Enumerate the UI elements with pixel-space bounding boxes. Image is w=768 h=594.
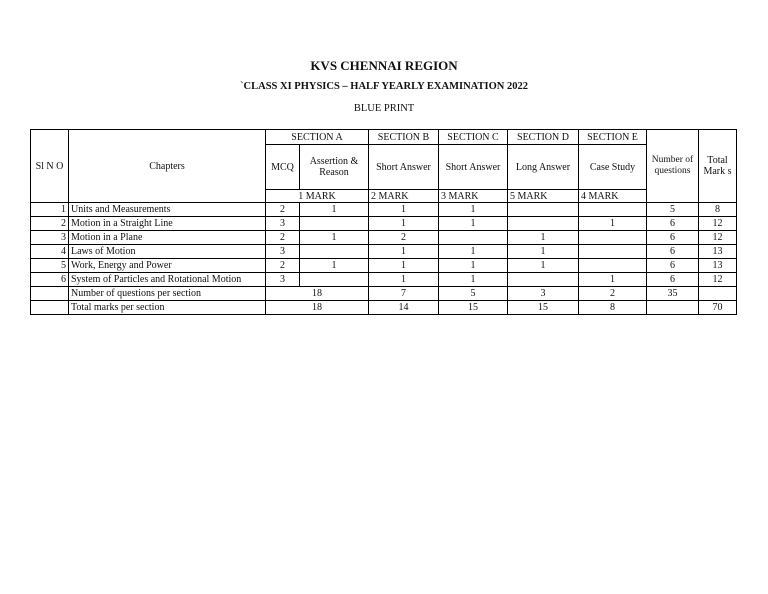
section-a-marks: 1 MARK xyxy=(266,190,369,203)
total-cell: 12 xyxy=(699,217,737,231)
empty-cell xyxy=(31,287,69,301)
section-b-cell: 1 xyxy=(369,245,439,259)
section-c-total-marks: 15 xyxy=(439,301,508,315)
section-b-cell: 1 xyxy=(369,217,439,231)
assertion-reason-cell: 1 xyxy=(300,231,369,245)
chapter-cell: Units and Measurements xyxy=(69,203,266,217)
table-row xyxy=(31,231,737,245)
mcq-header: MCQ xyxy=(266,145,300,190)
section-d-cell xyxy=(508,273,579,287)
number-cell: 6 xyxy=(647,259,699,273)
chapters-header: Chapters xyxy=(69,130,266,203)
section-b-header: SECTION B xyxy=(369,130,439,145)
section-b-total-marks: 14 xyxy=(369,301,439,315)
empty-cell xyxy=(699,287,737,301)
chapter-cell: Laws of Motion xyxy=(69,245,266,259)
section-a-questions: 18 xyxy=(266,287,369,301)
total-cell: 12 xyxy=(699,231,737,245)
assertion-reason-cell: 1 xyxy=(300,203,369,217)
sl-no-cell: 3 xyxy=(31,231,69,245)
section-e-header: SECTION E xyxy=(579,130,647,145)
section-e-cell xyxy=(579,203,647,217)
assertion-reason-cell xyxy=(300,217,369,231)
section-c-cell: 1 xyxy=(439,259,508,273)
section-e-marks: 4 MARK xyxy=(579,190,647,203)
section-d-questions: 3 xyxy=(508,287,579,301)
mcq-cell: 2 xyxy=(266,203,300,217)
total-questions: 35 xyxy=(647,287,699,301)
long-answer-header: Long Answer xyxy=(508,145,579,190)
section-header-row xyxy=(31,130,737,145)
mcq-cell: 3 xyxy=(266,245,300,259)
section-e-cell xyxy=(579,259,647,273)
sl-no-cell: 2 xyxy=(31,217,69,231)
section-b-cell: 1 xyxy=(369,259,439,273)
section-b-questions: 7 xyxy=(369,287,439,301)
total-cell: 13 xyxy=(699,245,737,259)
number-cell: 5 xyxy=(647,203,699,217)
case-study-header: Case Study xyxy=(579,145,647,190)
chapter-cell: Motion in a Plane xyxy=(69,231,266,245)
section-b-cell: 1 xyxy=(369,273,439,287)
marks-per-section-row xyxy=(31,301,737,315)
mcq-cell: 3 xyxy=(266,273,300,287)
sl-no-header: Sl N O xyxy=(31,130,69,203)
assertion-reason-cell xyxy=(300,273,369,287)
section-d-cell: 1 xyxy=(508,245,579,259)
questions-per-section-row xyxy=(31,287,737,301)
questions-per-section-label: Number of questions per section xyxy=(69,287,266,301)
assertion-reason-header: Assertion & Reason xyxy=(300,145,369,190)
chapter-cell: Motion in a Straight Line xyxy=(69,217,266,231)
section-a-total-marks: 18 xyxy=(266,301,369,315)
number-cell: 6 xyxy=(647,231,699,245)
section-e-cell xyxy=(579,245,647,259)
section-c-cell: 1 xyxy=(439,245,508,259)
section-c-header: SECTION C xyxy=(439,130,508,145)
blueprint-label: BLUE PRINT xyxy=(353,103,415,114)
section-c-cell xyxy=(439,231,508,245)
section-d-cell: 1 xyxy=(508,231,579,245)
assertion-reason-cell: 1 xyxy=(300,259,369,273)
section-c-cell: 1 xyxy=(439,203,508,217)
mcq-cell: 3 xyxy=(266,217,300,231)
empty-cell xyxy=(31,301,69,315)
chapter-cell: Work, Energy and Power xyxy=(69,259,266,273)
section-c-cell: 1 xyxy=(439,217,508,231)
sl-no-cell: 4 xyxy=(31,245,69,259)
exam-subtitle: `CLASS XI PHYSICS – HALF YEARLY EXAMINATION 2022 xyxy=(240,81,528,92)
section-e-cell: 1 xyxy=(579,217,647,231)
section-d-cell xyxy=(508,203,579,217)
section-d-cell: 1 xyxy=(508,259,579,273)
mcq-cell: 2 xyxy=(266,231,300,245)
section-d-total-marks: 15 xyxy=(508,301,579,315)
marks-per-section-label: Total marks per section xyxy=(69,301,266,315)
total-cell: 12 xyxy=(699,273,737,287)
sl-no-cell: 1 xyxy=(31,203,69,217)
section-d-header: SECTION D xyxy=(508,130,579,145)
section-e-cell xyxy=(579,231,647,245)
total-cell: 13 xyxy=(699,259,737,273)
assertion-reason-cell xyxy=(300,245,369,259)
section-d-marks: 5 MARK xyxy=(508,190,579,203)
section-b-cell: 2 xyxy=(369,231,439,245)
section-e-cell: 1 xyxy=(579,273,647,287)
section-c-cell: 1 xyxy=(439,273,508,287)
chapter-cell: System of Particles and Rotational Motion xyxy=(69,273,266,287)
number-cell: 6 xyxy=(647,273,699,287)
section-c-questions: 5 xyxy=(439,287,508,301)
table-row xyxy=(31,273,737,287)
total-cell: 8 xyxy=(699,203,737,217)
number-of-questions-header: Number of questions xyxy=(647,130,699,203)
document-title: KVS CHENNAI REGION xyxy=(310,58,458,73)
section-e-questions: 2 xyxy=(579,287,647,301)
table-row xyxy=(31,259,737,273)
number-cell: 6 xyxy=(647,245,699,259)
section-b-cell: 1 xyxy=(369,203,439,217)
empty-cell xyxy=(647,301,699,315)
table-row xyxy=(31,245,737,259)
sl-no-cell: 5 xyxy=(31,259,69,273)
section-c-marks: 3 MARK xyxy=(439,190,508,203)
section-a-header: SECTION A xyxy=(266,130,369,145)
section-d-cell xyxy=(508,217,579,231)
short-answer-b-header: Short Answer xyxy=(369,145,439,190)
blueprint-table xyxy=(30,129,737,315)
number-cell: 6 xyxy=(647,217,699,231)
total-marks-header: Total Mark s xyxy=(699,130,737,203)
section-e-total-marks: 8 xyxy=(579,301,647,315)
mcq-cell: 2 xyxy=(266,259,300,273)
short-answer-c-header: Short Answer xyxy=(439,145,508,190)
table-row xyxy=(31,217,737,231)
grand-total-marks: 70 xyxy=(699,301,737,315)
section-b-marks: 2 MARK xyxy=(369,190,439,203)
table-row xyxy=(31,203,737,217)
sl-no-cell: 6 xyxy=(31,273,69,287)
